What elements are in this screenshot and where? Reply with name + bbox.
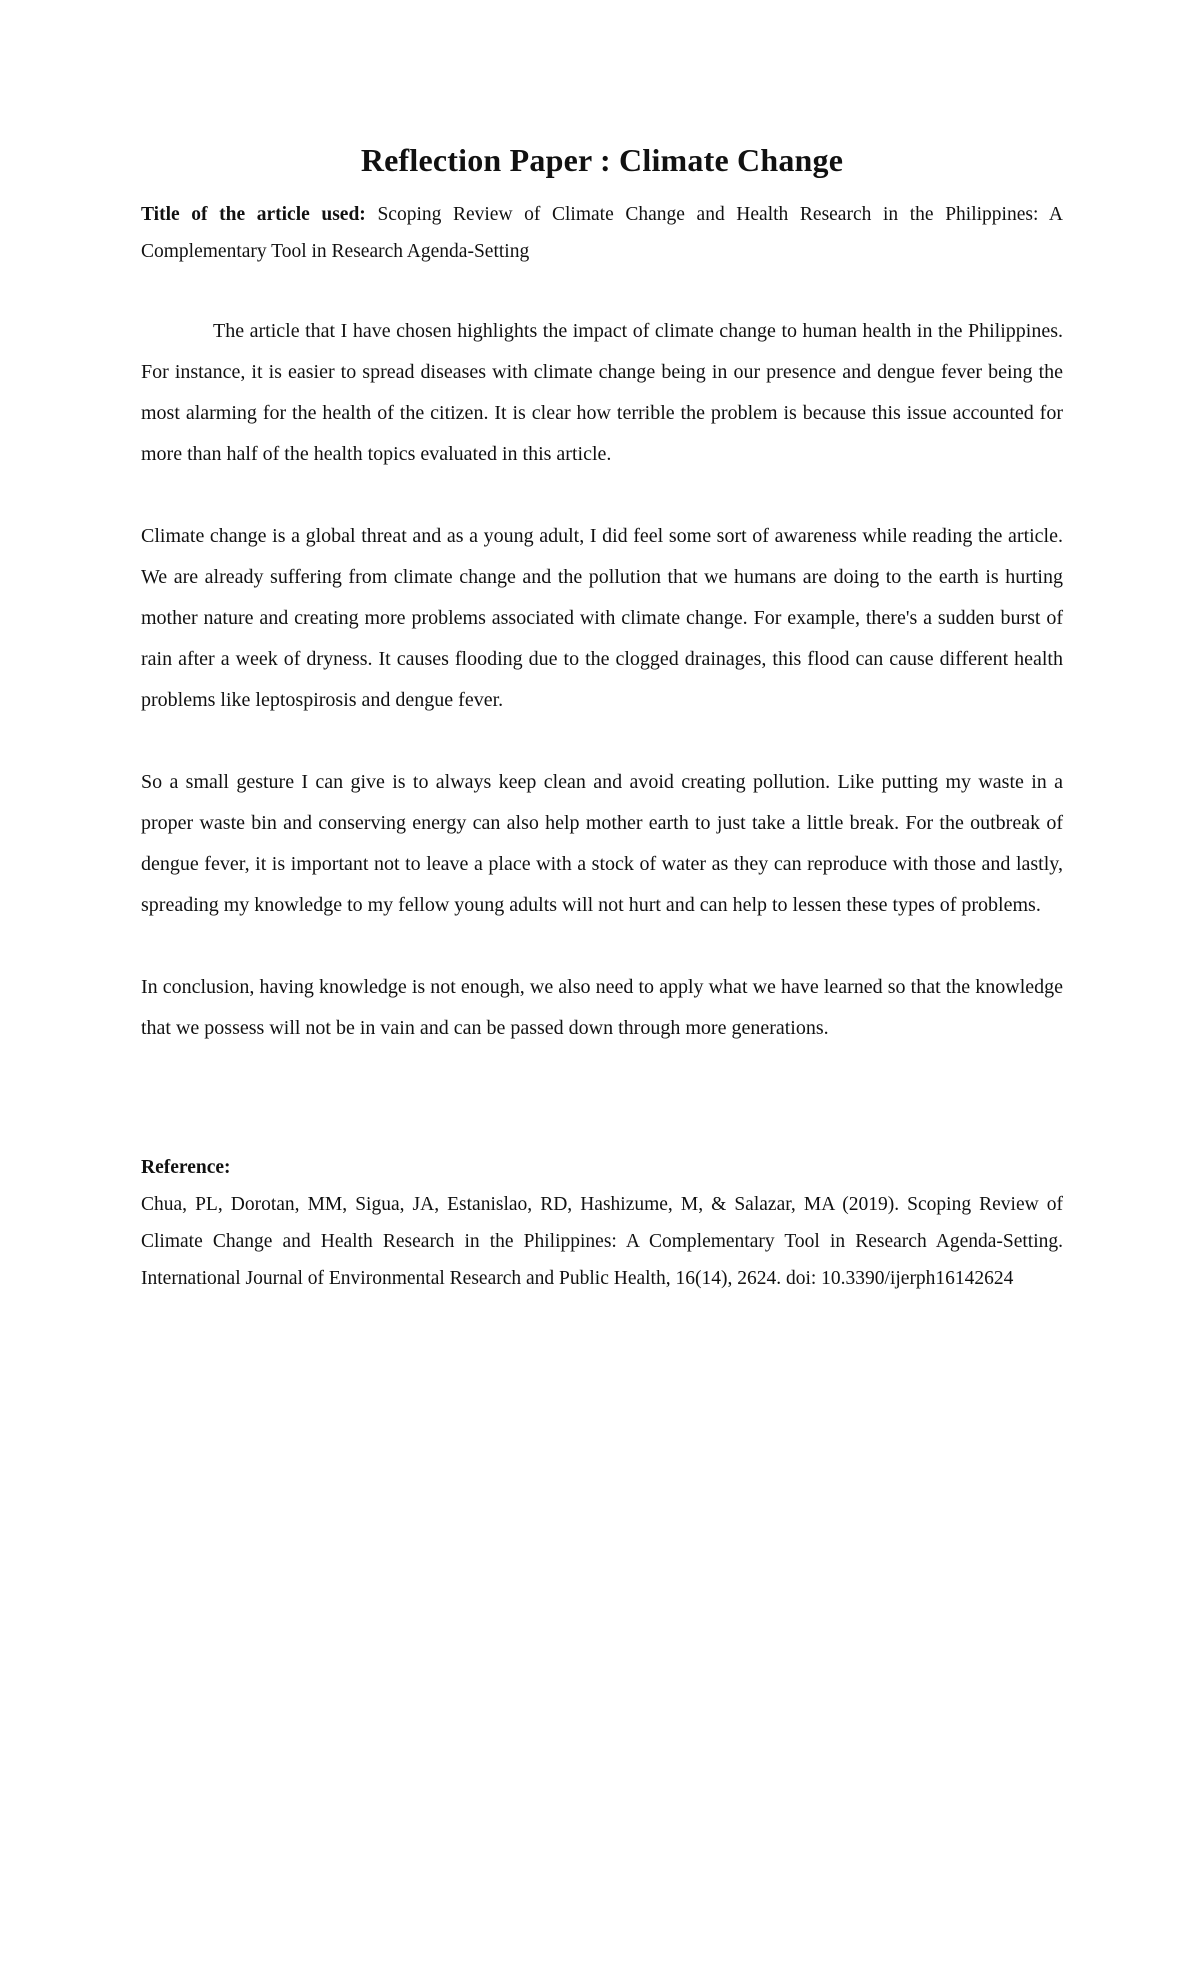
page-title: Reflection Paper : Climate Change: [360, 142, 844, 178]
reference-heading: Reference:: [141, 1157, 231, 1178]
reference-citation: Chua, PL, Dorotan, MM, Sigua, JA, Estanislao, RD, Hashizume, M, & Salazar, MA (2019). Scoping Review of Climate Change and Health Research in the Philippines: A Complementary Tool in Research Agenda-Setting. International Journal of Environmental Research and Public Health, 16(14), 2624. doi: 10.3390/ijerph16142624: [141, 1194, 1063, 1289]
article-title-label: Title of the article used:: [141, 204, 366, 225]
reference-section: [141, 1149, 1063, 1297]
paragraph-actions: So a small gesture I can give is to always keep clean and avoid creating pollution. Like putting my waste in a proper waste bin and conserving energy can also help mother earth to just take a little break. For the outbreak of dengue fever, it is important not to leave a place with a stock of water as they can reproduce with those and lastly, spreading my knowledge to my fellow young adults will not hurt and can help to lessen these types of problems.: [141, 771, 1063, 916]
document-body: [141, 140, 1063, 1297]
paragraph-awareness: Climate change is a global threat and as a young adult, I did feel some sort of awareness while reading the article. We are already suffering from climate change and the pollution that we humans are doing to the earth is hurting mother nature and creating more problems associated with climate change. For example, there's a sudden burst of rain after a week of dryness. It causes flooding due to the clogged drainages, this flood can cause different health problems like leptospirosis and dengue fever.: [141, 525, 1063, 711]
paragraph-intro: The article that I have chosen highlights the impact of climate change to human health in the Philippines. For instance, it is easier to spread diseases with climate change being in our presence and dengue fever being the most alarming for the health of the citizen. It is clear how terrible the problem is because this issue accounted for more than half of the health topics evaluated in this article.: [141, 320, 1063, 465]
article-title-value: Scoping Review of Climate Change and Health Research in the Philippines: A Complementary Tool in Research Agenda-Setting: [141, 204, 1063, 262]
article-title-line: [141, 196, 1063, 270]
paragraph-conclusion: In conclusion, having knowledge is not enough, we also need to apply what we have learned so that the knowledge that we possess will not be in vain and can be passed down through more generations.: [141, 976, 1063, 1039]
